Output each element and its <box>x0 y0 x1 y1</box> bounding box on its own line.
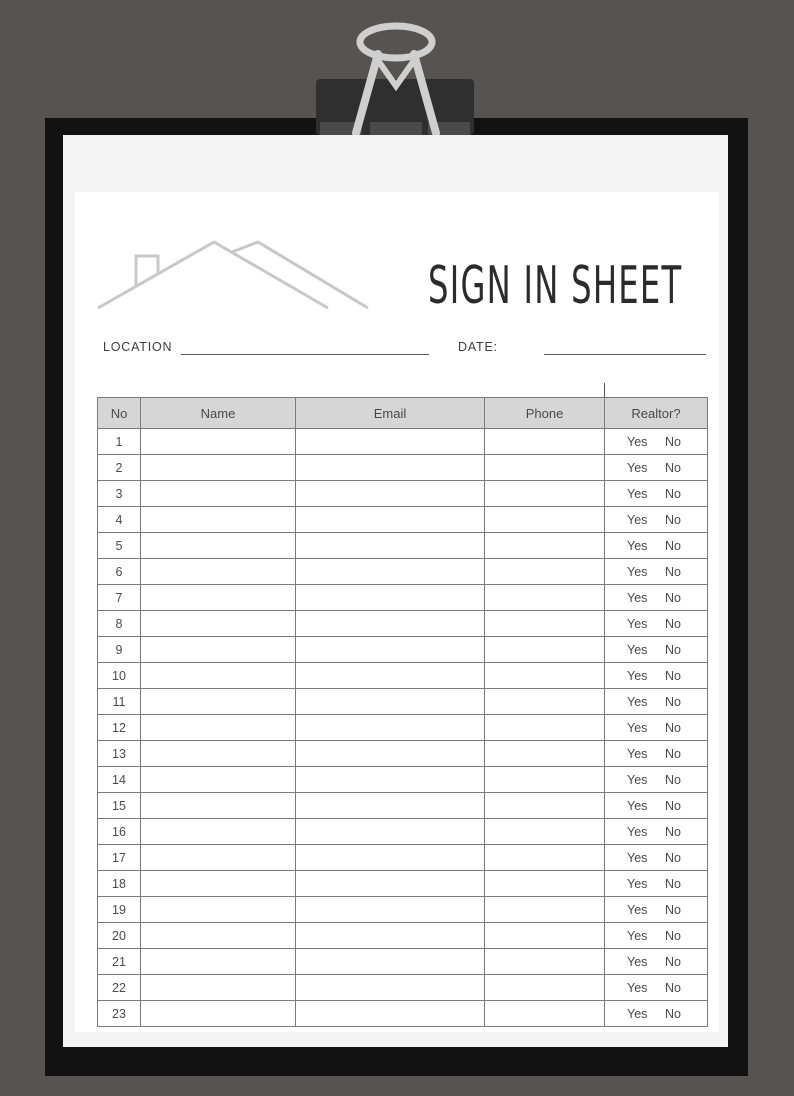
realtor-no-option[interactable]: No <box>665 616 681 631</box>
realtor-no-option[interactable]: No <box>665 876 681 891</box>
name-cell[interactable] <box>141 1001 296 1027</box>
phone-cell[interactable] <box>485 637 605 663</box>
row-number: 19 <box>98 897 141 923</box>
table-row <box>98 559 708 585</box>
realtor-yes-option[interactable]: Yes <box>627 538 648 553</box>
realtor-yes-option[interactable]: Yes <box>627 798 648 813</box>
header-no: No <box>98 398 141 429</box>
realtor-no-option[interactable]: No <box>665 512 681 527</box>
row-number: 14 <box>98 767 141 793</box>
table-row <box>98 455 708 481</box>
realtor-no-option[interactable]: No <box>665 928 681 943</box>
row-number: 9 <box>98 637 141 663</box>
email-cell[interactable] <box>296 923 485 949</box>
realtor-yes-option[interactable]: Yes <box>627 772 648 787</box>
phone-cell[interactable] <box>485 533 605 559</box>
table-row <box>98 819 708 845</box>
email-cell[interactable] <box>296 585 485 611</box>
realtor-yes-option[interactable]: Yes <box>627 642 648 657</box>
email-cell[interactable] <box>296 533 485 559</box>
table-header-row <box>98 398 708 429</box>
realtor-cell <box>605 767 708 793</box>
realtor-yes-option[interactable]: Yes <box>627 486 648 501</box>
realtor-no-option[interactable]: No <box>665 850 681 865</box>
realtor-no-option[interactable]: No <box>665 434 681 449</box>
realtor-no-option[interactable]: No <box>665 668 681 683</box>
phone-cell[interactable] <box>485 923 605 949</box>
realtor-cell <box>605 429 708 455</box>
email-cell[interactable] <box>296 637 485 663</box>
table-row <box>98 975 708 1001</box>
name-cell[interactable] <box>141 897 296 923</box>
realtor-no-option[interactable]: No <box>665 538 681 553</box>
realtor-no-option[interactable]: No <box>665 720 681 735</box>
table-row <box>98 767 708 793</box>
email-cell[interactable] <box>296 767 485 793</box>
phone-cell[interactable] <box>485 741 605 767</box>
realtor-cell <box>605 741 708 767</box>
realtor-cell <box>605 481 708 507</box>
row-number: 10 <box>98 663 141 689</box>
phone-cell[interactable] <box>485 767 605 793</box>
realtor-no-option[interactable]: No <box>665 746 681 761</box>
email-cell[interactable] <box>296 819 485 845</box>
row-number: 16 <box>98 819 141 845</box>
realtor-cell <box>605 663 708 689</box>
row-number: 7 <box>98 585 141 611</box>
house-outline-icon <box>96 236 372 312</box>
page-title: SIGN IN SHEET <box>428 256 683 316</box>
realtor-yes-option[interactable]: Yes <box>627 876 648 891</box>
table-row <box>98 741 708 767</box>
realtor-yes-option[interactable]: Yes <box>627 850 648 865</box>
row-number: 18 <box>98 871 141 897</box>
table-row <box>98 663 708 689</box>
realtor-yes-option[interactable]: Yes <box>627 590 648 605</box>
phone-cell[interactable] <box>485 975 605 1001</box>
realtor-no-option[interactable]: No <box>665 954 681 969</box>
row-number: 21 <box>98 949 141 975</box>
table-row <box>98 585 708 611</box>
phone-cell[interactable] <box>485 559 605 585</box>
email-cell[interactable] <box>296 741 485 767</box>
phone-cell[interactable] <box>485 455 605 481</box>
table-row <box>98 923 708 949</box>
location-label: LOCATION <box>103 340 173 354</box>
name-cell[interactable] <box>141 949 296 975</box>
header-phone: Phone <box>485 398 605 429</box>
name-cell[interactable] <box>141 793 296 819</box>
table-row <box>98 949 708 975</box>
realtor-cell <box>605 507 708 533</box>
phone-cell[interactable] <box>485 585 605 611</box>
realtor-yes-option[interactable]: Yes <box>627 434 648 449</box>
email-cell[interactable] <box>296 793 485 819</box>
column-divider-mark <box>604 383 605 398</box>
realtor-no-option[interactable]: No <box>665 460 681 475</box>
name-cell[interactable] <box>141 611 296 637</box>
realtor-cell <box>605 819 708 845</box>
realtor-no-option[interactable]: No <box>665 798 681 813</box>
realtor-no-option[interactable]: No <box>665 980 681 995</box>
row-number: 20 <box>98 923 141 949</box>
realtor-cell <box>605 871 708 897</box>
row-number: 22 <box>98 975 141 1001</box>
header-email: Email <box>296 398 485 429</box>
email-cell[interactable] <box>296 429 485 455</box>
table-row <box>98 897 708 923</box>
email-cell[interactable] <box>296 975 485 1001</box>
table-row <box>98 845 708 871</box>
name-cell[interactable] <box>141 533 296 559</box>
email-cell[interactable] <box>296 845 485 871</box>
realtor-cell <box>605 455 708 481</box>
row-number: 6 <box>98 559 141 585</box>
realtor-no-option[interactable]: No <box>665 590 681 605</box>
phone-cell[interactable] <box>485 663 605 689</box>
header-realtor: Realtor? <box>605 398 708 429</box>
realtor-cell <box>605 975 708 1001</box>
row-number: 12 <box>98 715 141 741</box>
realtor-yes-option[interactable]: Yes <box>627 616 648 631</box>
table-row <box>98 793 708 819</box>
table-row <box>98 429 708 455</box>
name-cell[interactable] <box>141 559 296 585</box>
phone-cell[interactable] <box>485 507 605 533</box>
realtor-yes-option[interactable]: Yes <box>627 512 648 527</box>
date-label: DATE: <box>458 340 498 354</box>
realtor-cell <box>605 611 708 637</box>
row-number: 11 <box>98 689 141 715</box>
phone-cell[interactable] <box>485 1001 605 1027</box>
name-cell[interactable] <box>141 637 296 663</box>
row-number: 13 <box>98 741 141 767</box>
email-cell[interactable] <box>296 455 485 481</box>
email-cell[interactable] <box>296 949 485 975</box>
table-row <box>98 637 708 663</box>
realtor-yes-option[interactable]: Yes <box>627 694 648 709</box>
realtor-no-option[interactable]: No <box>665 824 681 839</box>
table-row <box>98 715 708 741</box>
email-cell[interactable] <box>296 871 485 897</box>
realtor-no-option[interactable]: No <box>665 564 681 579</box>
realtor-yes-option[interactable]: Yes <box>627 980 648 995</box>
email-cell[interactable] <box>296 611 485 637</box>
phone-cell[interactable] <box>485 611 605 637</box>
row-number: 17 <box>98 845 141 871</box>
email-cell[interactable] <box>296 481 485 507</box>
name-cell[interactable] <box>141 845 296 871</box>
row-number: 4 <box>98 507 141 533</box>
realtor-yes-option[interactable]: Yes <box>627 720 648 735</box>
phone-cell[interactable] <box>485 429 605 455</box>
realtor-no-option[interactable]: No <box>665 772 681 787</box>
realtor-yes-option[interactable]: Yes <box>627 564 648 579</box>
row-number: 8 <box>98 611 141 637</box>
name-cell[interactable] <box>141 767 296 793</box>
name-cell[interactable] <box>141 819 296 845</box>
realtor-cell <box>605 1001 708 1027</box>
realtor-cell <box>605 949 708 975</box>
realtor-cell <box>605 897 708 923</box>
realtor-yes-option[interactable]: Yes <box>627 668 648 683</box>
realtor-yes-option[interactable]: Yes <box>627 1006 648 1021</box>
email-cell[interactable] <box>296 897 485 923</box>
realtor-cell <box>605 845 708 871</box>
table-row <box>98 611 708 637</box>
table-row <box>98 533 708 559</box>
row-number: 3 <box>98 481 141 507</box>
realtor-yes-option[interactable]: Yes <box>627 902 648 917</box>
table-row <box>98 507 708 533</box>
realtor-no-option[interactable]: No <box>665 486 681 501</box>
realtor-cell <box>605 585 708 611</box>
phone-cell[interactable] <box>485 949 605 975</box>
realtor-yes-option[interactable]: Yes <box>627 954 648 969</box>
sign-in-table <box>97 397 708 1027</box>
name-cell[interactable] <box>141 741 296 767</box>
email-cell[interactable] <box>296 559 485 585</box>
phone-cell[interactable] <box>485 897 605 923</box>
realtor-yes-option[interactable]: Yes <box>627 928 648 943</box>
table-row <box>98 689 708 715</box>
header-name: Name <box>141 398 296 429</box>
realtor-no-option[interactable]: No <box>665 642 681 657</box>
email-cell[interactable] <box>296 715 485 741</box>
name-cell[interactable] <box>141 585 296 611</box>
realtor-no-option[interactable]: No <box>665 694 681 709</box>
row-number: 23 <box>98 1001 141 1027</box>
phone-cell[interactable] <box>485 845 605 871</box>
phone-cell[interactable] <box>485 715 605 741</box>
realtor-cell <box>605 689 708 715</box>
row-number: 2 <box>98 455 141 481</box>
name-cell[interactable] <box>141 429 296 455</box>
location-field[interactable] <box>181 354 429 355</box>
name-cell[interactable] <box>141 871 296 897</box>
realtor-yes-option[interactable]: Yes <box>627 824 648 839</box>
realtor-cell <box>605 715 708 741</box>
row-number: 5 <box>98 533 141 559</box>
name-cell[interactable] <box>141 715 296 741</box>
realtor-cell <box>605 793 708 819</box>
row-number: 15 <box>98 793 141 819</box>
realtor-yes-option[interactable]: Yes <box>627 460 648 475</box>
email-cell[interactable] <box>296 507 485 533</box>
email-cell[interactable] <box>296 689 485 715</box>
realtor-cell <box>605 533 708 559</box>
table-row <box>98 481 708 507</box>
realtor-cell <box>605 923 708 949</box>
email-cell[interactable] <box>296 663 485 689</box>
realtor-no-option[interactable]: No <box>665 1006 681 1021</box>
date-field[interactable] <box>544 354 706 355</box>
name-cell[interactable] <box>141 455 296 481</box>
name-cell[interactable] <box>141 975 296 1001</box>
phone-cell[interactable] <box>485 793 605 819</box>
name-cell[interactable] <box>141 507 296 533</box>
name-cell[interactable] <box>141 923 296 949</box>
phone-cell[interactable] <box>485 871 605 897</box>
realtor-yes-option[interactable]: Yes <box>627 746 648 761</box>
name-cell[interactable] <box>141 689 296 715</box>
realtor-cell <box>605 637 708 663</box>
realtor-no-option[interactable]: No <box>665 902 681 917</box>
table-row <box>98 871 708 897</box>
phone-cell[interactable] <box>485 481 605 507</box>
phone-cell[interactable] <box>485 819 605 845</box>
realtor-cell <box>605 559 708 585</box>
row-number: 1 <box>98 429 141 455</box>
name-cell[interactable] <box>141 481 296 507</box>
phone-cell[interactable] <box>485 689 605 715</box>
table-row <box>98 1001 708 1027</box>
email-cell[interactable] <box>296 1001 485 1027</box>
name-cell[interactable] <box>141 663 296 689</box>
